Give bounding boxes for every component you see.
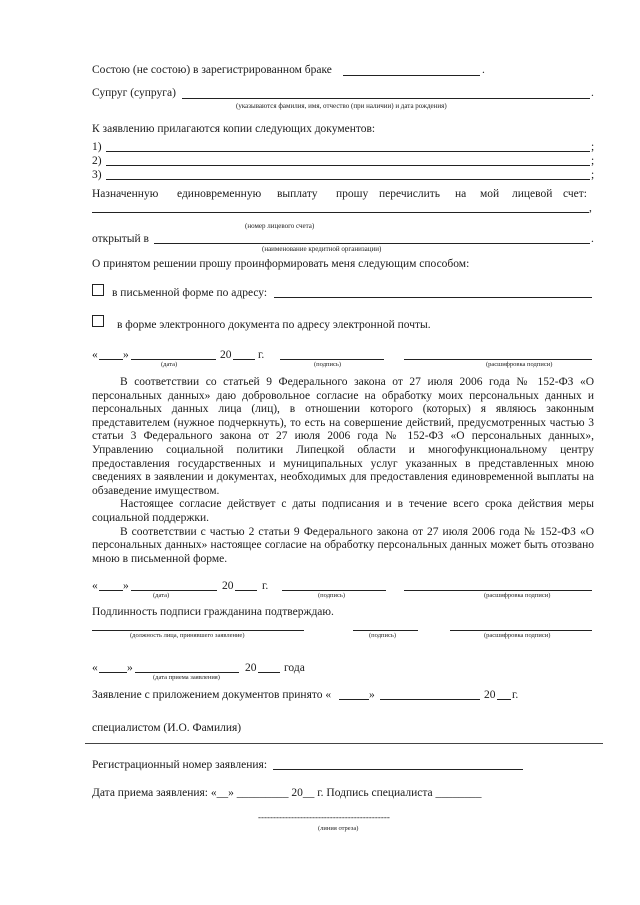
consent-text [92,376,594,566]
sign2-year-field[interactable] [235,590,257,591]
receipt-year-suffix: года [284,662,305,674]
email-notify-label: в форме электронного документа по адресу электронной почты. [117,319,431,331]
accepted-text: Заявление с приложением документов принято « [92,689,332,701]
payment-word-9: счет: [563,188,587,200]
accepted-month-field[interactable] [380,699,480,700]
spouse-field[interactable] [182,98,590,99]
paper-notify-checkbox[interactable] [92,284,104,296]
payment-word-8: лицевой [512,188,553,200]
accepted-year-prefix: 20 [484,689,496,701]
payment-word-3: выплату [277,188,318,200]
accepted-quote-close: » [369,689,375,701]
bank-label: открытый в [92,233,149,245]
receipt-quote-close: » [127,662,133,674]
account-line-end: , [589,202,592,214]
attachment-field-1[interactable] [106,151,590,152]
verify-decode-hint: (расшифровка подписи) [484,632,551,639]
payment-word-6: на [455,188,467,200]
payment-word-7: мой [480,188,500,200]
receipt-year-prefix: 20 [245,662,257,674]
sign2-year-prefix: 20 [222,580,234,592]
payment-word-1: Назначенную [92,188,159,200]
sign1-month-field[interactable] [131,359,216,360]
receipt-day-field[interactable] [99,672,127,673]
paper-notify-label: в письменной форме по адресу: [112,287,268,299]
consent-paragraph-3: В соответствии с частью 2 статьи 9 Федерального закона от 27 июля 2006 года № 152-ФЗ «О персональных данных» настоящее согласие на обработку персональных данных может быть отозвано мною в письменной форме. [92,525,594,565]
sign2-decode-hint: (расшифровка подписи) [484,592,551,599]
consent-paragraph-2: Настоящее согласие действует с даты подписания и в течение всего срока действия меры социальной поддержки. [92,498,594,524]
consent-paragraph-1: В соответствии со статьей 9 Федерального закона от 27 июля 2006 года № 152-ФЗ «О персональных данных» даю добровольное согласие на обработку моих персональных данных и персональных данных лица (лиц), в отношении которого (которых) я являюсь законным представителем (нужное подчеркнуть), то есть на совершение действий, предусмотренных частью 3 статьи 3 Федерального закона от 27 июля 2006 года № 152-ФЗ «О персональных данных», Управлению социальной политики Липецкой области и многофункциональному центру предоставления государственных и муниципальных услуг указанных в представленных мною сведениях в заявлении и документах, необходимых для предоставления единовременной выплаты на обзаведение имуществом. [92,376,594,497]
sign1-year-suffix: г. [258,349,265,361]
sign2-quote-open: « [92,580,98,592]
bank-name-hint: (наименование кредитной организации) [262,245,382,253]
postal-address-field[interactable] [274,297,592,298]
marital-status-field[interactable] [343,75,480,76]
verify-decode-field[interactable] [450,630,592,631]
sign1-year-field[interactable] [233,359,255,360]
attachment-end-1: ; [591,141,595,153]
notify-heading: О принятом решении прошу проинформировать меня следующим способом: [92,258,470,270]
bank-name-field[interactable] [154,243,590,244]
specialist-label: специалистом (И.О. Фамилия) [92,722,242,734]
receipt-slip-date-text: Дата приема заявления: «__» _________ 20__ г. Подпись специалиста ________ [92,787,482,799]
accepted-day-field[interactable] [339,699,369,700]
sign2-signature-field[interactable] [282,590,386,591]
accepted-year-field[interactable] [497,699,511,700]
sign1-year-prefix: 20 [220,349,232,361]
verify-position-hint: (должность лица, принявшего заявление) [130,632,245,639]
sign1-decode-field[interactable] [404,359,592,360]
attachment-field-3[interactable] [106,179,590,180]
sign2-date-hint: (дата) [153,592,170,599]
account-number-hint: (номер лицевого счета) [245,222,315,230]
sign2-quote-close: » [123,580,129,592]
sign1-day-field[interactable] [99,359,123,360]
spouse-label: Супруг (супруга) [92,87,176,99]
sign2-decode-field[interactable] [404,590,592,591]
accepted-year-suffix: г. [512,689,519,701]
verify-sign-hint: (подпись) [369,632,396,639]
sign2-year-suffix: г. [262,580,269,592]
sign2-sign-hint: (подпись) [318,592,345,599]
verify-label: Подлинность подписи гражданина подтверждаю. [92,606,334,618]
spouse-hint: (указываются фамилия, имя, отчество (при наличии) и дата рождения) [236,102,447,110]
sign1-decode-hint: (расшифровка подписи) [486,361,553,368]
registration-number-field[interactable] [273,769,523,770]
attachment-index-2: 2) [92,155,102,167]
account-number-field[interactable] [92,212,589,213]
payment-word-5: перечислить [379,188,441,200]
bank-line-end: . [591,233,594,245]
cut-line-hint: (линия отреза) [318,825,359,832]
spouse-end: . [591,87,594,99]
marital-status-label: Состою (не состою) в зарегистрированном браке [92,64,332,76]
attachment-end-2: ; [591,155,595,167]
email-notify-checkbox[interactable] [92,315,104,327]
sign2-month-field[interactable] [131,590,217,591]
sign1-signature-field[interactable] [280,359,384,360]
sign1-sign-hint: (подпись) [314,361,341,368]
cut-line: -------------------------------------------- [258,812,390,822]
verify-position-field[interactable] [92,630,304,631]
verify-signature-field[interactable] [353,630,418,631]
attachments-heading: К заявлению прилагаются копии следующих документов: [92,123,376,135]
marital-status-end: . [482,64,485,76]
payment-word-4: прошу [336,188,369,200]
attachment-index-3: 3) [92,169,102,181]
payment-word-2: единовременную [177,188,262,200]
sign1-quote-open: « [92,349,98,361]
sign1-quote-close: » [123,349,129,361]
receipt-quote-open: « [92,662,98,674]
attachment-field-2[interactable] [106,165,590,166]
sign1-date-hint: (дата) [161,361,178,368]
attachment-index-1: 1) [92,141,102,153]
receipt-month-field[interactable] [135,672,239,673]
attachment-end-3: ; [591,169,595,181]
section-divider [85,743,603,744]
receipt-date-hint: (дата приема заявления) [153,674,220,681]
receipt-year-field[interactable] [258,672,280,673]
sign2-day-field[interactable] [99,590,123,591]
registration-number-label: Регистрационный номер заявления: [92,759,268,771]
